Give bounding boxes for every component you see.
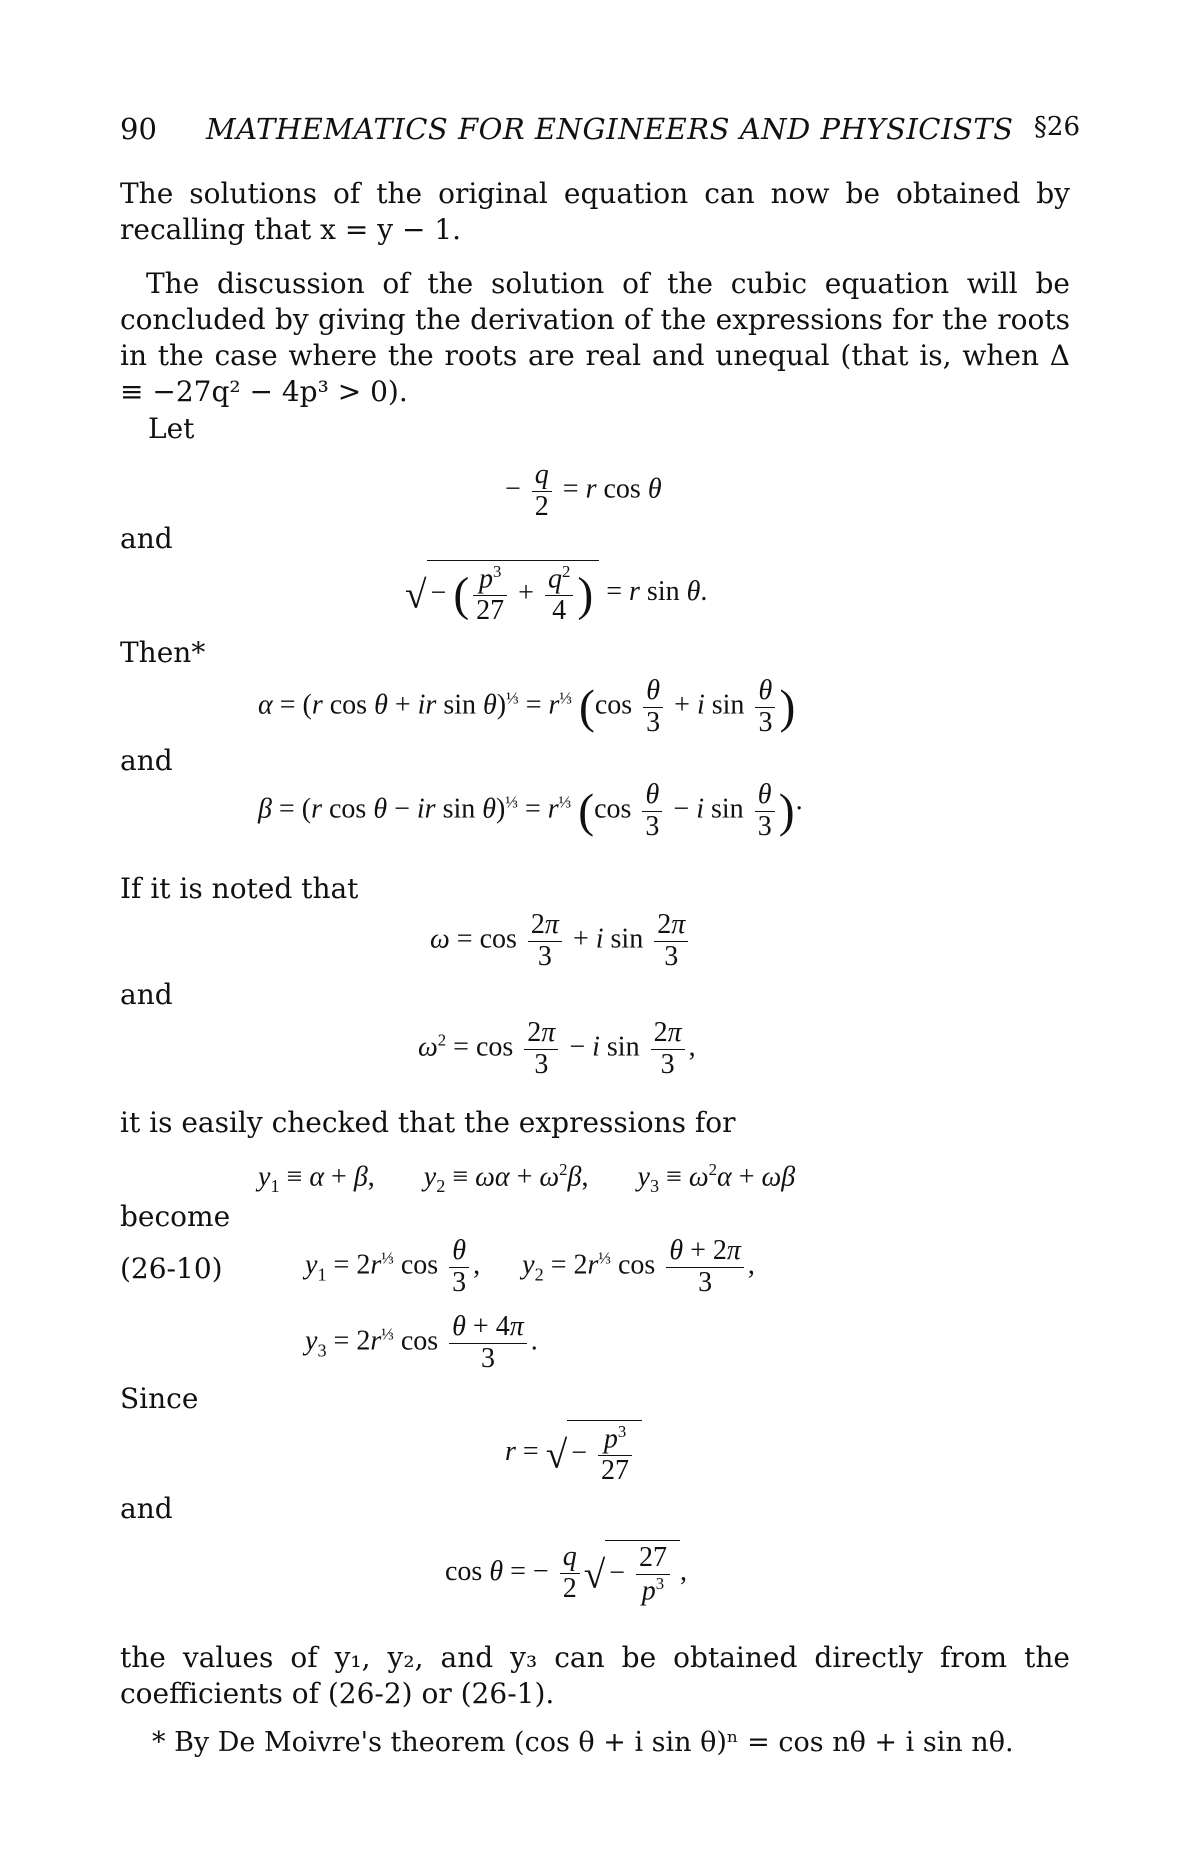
equation-y-definitions: $y_1 \equiv \alpha + \beta$, $y_2 \equiv \omega\alpha + \omega^2\beta$, $y_3 \equiv \omega^2\alpha + \omega\beta$ — [258, 1160, 796, 1196]
label-and-1: and — [120, 522, 173, 555]
running-title: MATHEMATICS FOR ENGINEERS AND PHYSICISTS — [206, 112, 1014, 146]
paragraph-final: the values of y₁, y₂, and y₃ can be obtained directly from the coefficients of (26-2) or (26-1). — [120, 1641, 1070, 1710]
label-if-noted: If it is noted that — [120, 872, 359, 905]
label-and-3: and — [120, 978, 173, 1011]
label-let: Let — [148, 412, 195, 445]
equation-beta: β = (r cos θ − ir $\sin \theta)^{\frac{1}{3}} = r^{\frac{1}{3}}$ (cos $\frac{\theta}{3}$ − i sin $\frac{\theta}{3}$ )· — [258, 779, 804, 842]
equation-root-y3: $y_3 = 2r^{\frac{1}{3}}$ cos $\frac{\theta + 4\pi}{3}$ . — [305, 1311, 538, 1374]
label-checked: it is easily checked that the expressions for — [120, 1106, 736, 1139]
page-number: 90 — [120, 112, 157, 146]
equation-r: r = √ − $\frac{p^3}{27}$ — [505, 1420, 642, 1487]
footnote: * By De Moivre's theorem (cos θ + i sin θ)ⁿ = cos nθ + i sin nθ. — [152, 1727, 1014, 1758]
equation-q-over-2: − $\frac{q}{2}$ = r cos θ — [505, 459, 662, 522]
equation-omega-squared: $\omega^2 = \cos$ $\frac{2\pi}{3}$ − i sin $\frac{2\pi}{3}$ , — [418, 1017, 696, 1080]
equation-sqrt-r-sin: √ − ( $\frac{p^3}{27}$ + $\frac{q^2}{4}$ ) = r sin θ. — [405, 562, 708, 627]
label-and-4: and — [120, 1492, 173, 1525]
section-number: §26 — [1033, 112, 1080, 142]
label-and-2: and — [120, 744, 173, 777]
paragraph-solutions: The solutions of the original equation can now be obtained by recalling that x = y − 1. — [120, 177, 1070, 246]
equation-alpha: α = (r cos θ + ir $\sin \theta)^{\frac{1}{3}} = r^{\frac{1}{3}}$ (cos $\frac{\theta}{3}$ + i sin $\frac{\theta}{3}$ ) — [258, 675, 796, 738]
label-then: Then* — [120, 636, 206, 669]
paragraph-discussion: The discussion of the solution of the cubic equation will be concluded by giving the derivation of the expressions for the roots in the case where the roots are real and unequal (that is, when Δ ≡ −27q² − 4p³ > 0). — [120, 267, 1070, 408]
equation-roots-y1-y2: $y_1 = 2r^{\frac{1}{3}}$ cos $\frac{\theta}{3}$ , $y_2 = 2r^{\frac{1}{3}}$ cos $\frac{\theta + 2\pi}{3}$ , — [305, 1235, 755, 1298]
equation-cos-theta: cos θ = − $\frac{q}{2}$ √ − $\frac{27}{p^3}$ , — [445, 1541, 687, 1607]
equation-number: (26-10) — [120, 1252, 223, 1285]
label-since: Since — [120, 1382, 199, 1415]
label-become: become — [120, 1200, 231, 1233]
equation-omega: ω = cos $\frac{2\pi}{3}$ + i sin $\frac{2\pi}{3}$ — [430, 910, 692, 973]
